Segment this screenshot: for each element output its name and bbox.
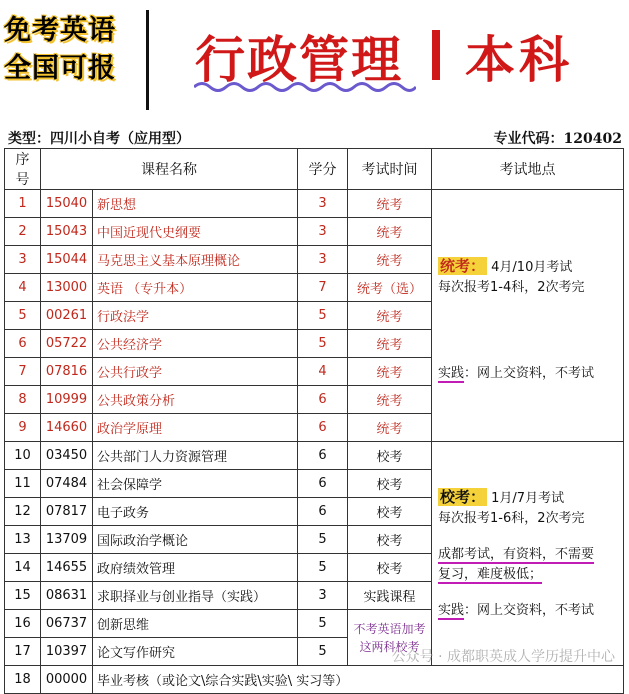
course-name: 政府绩效管理 <box>93 554 298 582</box>
course-code: 14660 <box>41 414 93 442</box>
exam-time: 统考 <box>348 246 432 274</box>
course-credit: 7 <box>298 274 348 302</box>
unified-line1: 4月/10月考试 <box>491 259 573 275</box>
course-code: 14655 <box>41 554 93 582</box>
course-credit: 5 <box>298 526 348 554</box>
course-credit: 3 <box>298 190 348 218</box>
course-code: 03450 <box>41 442 93 470</box>
program-type: 类型：四川小自考（应用型） <box>8 131 190 147</box>
row-no: 11 <box>5 470 41 498</box>
tag-line-1: 免考英语 <box>4 15 116 46</box>
tag-box <box>4 12 140 88</box>
exam-time: 校考 <box>348 498 432 526</box>
header-place: 考试地点 <box>432 149 624 190</box>
page-subtitle: 本科 <box>465 31 573 89</box>
title-separator <box>432 30 440 80</box>
course-code: 15043 <box>41 218 93 246</box>
exam-time: 校考 <box>348 470 432 498</box>
exam-time: 统考 <box>348 330 432 358</box>
course-name: 论文写作研究 <box>93 638 298 666</box>
course-code: 08631 <box>41 582 93 610</box>
course-code: 15040 <box>41 190 93 218</box>
school-practice-rest: ：网上交资料，不考试 <box>464 602 595 618</box>
course-code: 07484 <box>41 470 93 498</box>
school-line3a: 成都考试，有资料，不需要 <box>438 546 595 562</box>
row-no: 17 <box>5 638 41 666</box>
course-credit: 6 <box>298 442 348 470</box>
course-credit: 6 <box>298 470 348 498</box>
meta-line <box>8 128 622 146</box>
row-no: 4 <box>5 274 41 302</box>
page-title: 行政管理 <box>195 31 403 89</box>
row-no: 9 <box>5 414 41 442</box>
course-credit: 5 <box>298 302 348 330</box>
course-credit: 5 <box>298 554 348 582</box>
row-no: 6 <box>5 330 41 358</box>
course-name: 中国近现代史纲要 <box>93 218 298 246</box>
course-credit: 3 <box>298 582 348 610</box>
row-no: 7 <box>5 358 41 386</box>
course-code: 13709 <box>41 526 93 554</box>
extra-exam-note-line2: 这两科校考 <box>359 639 420 654</box>
table-row <box>5 666 624 694</box>
row-no: 12 <box>5 498 41 526</box>
row-no: 14 <box>5 554 41 582</box>
course-name: 英语 （专升本） <box>93 274 298 302</box>
exam-time: 统考 <box>348 190 432 218</box>
course-name: 国际政治学概论 <box>93 526 298 554</box>
course-name: 公共行政学 <box>93 358 298 386</box>
course-credit: 5 <box>298 330 348 358</box>
exam-time: 统考 <box>348 302 432 330</box>
unified-line2: 每次报考1-4科，2次考完 <box>438 279 585 295</box>
exam-time: 校考 <box>348 526 432 554</box>
row-no: 3 <box>5 246 41 274</box>
header-credit: 学分 <box>298 149 348 190</box>
watermark: 公众号 · 成都职英成人学历提升中心 <box>391 649 615 665</box>
course-code: 00261 <box>41 302 93 330</box>
course-name: 毕业考核（或论文\综合实践\实验\ 实习等） <box>93 666 624 694</box>
row-no: 5 <box>5 302 41 330</box>
course-credit: 6 <box>298 386 348 414</box>
table-row <box>5 442 624 470</box>
row-no: 13 <box>5 526 41 554</box>
course-credit: 5 <box>298 638 348 666</box>
course-code: 10999 <box>41 386 93 414</box>
extra-exam-note-line1: 不考英语加考 <box>353 621 426 636</box>
course-code: 10397 <box>41 638 93 666</box>
course-code: 07816 <box>41 358 93 386</box>
school-line2: 每次报考1-6科，2次考完 <box>438 510 585 526</box>
exam-time: 统考 <box>348 218 432 246</box>
header-no: 序号 <box>5 149 41 190</box>
course-credit: 6 <box>298 414 348 442</box>
course-name: 马克思主义基本原理概论 <box>93 246 298 274</box>
row-no: 18 <box>5 666 41 694</box>
row-no: 15 <box>5 582 41 610</box>
course-name: 电子政务 <box>93 498 298 526</box>
course-code: 15044 <box>41 246 93 274</box>
header-time: 考试时间 <box>348 149 432 190</box>
course-credit: 4 <box>298 358 348 386</box>
unified-practice: 实践 <box>438 365 465 381</box>
exam-time: 校考 <box>348 554 432 582</box>
school-line3b: 复习，难度极低； <box>438 566 543 582</box>
exam-time: 统考（选） <box>348 274 432 302</box>
course-name: 公共部门人力资源管理 <box>93 442 298 470</box>
header <box>0 0 629 120</box>
exam-time: 实践课程 <box>348 582 432 610</box>
course-name: 创新思维 <box>93 610 298 638</box>
program-code: 专业代码：120402 <box>493 131 622 147</box>
row-no: 2 <box>5 218 41 246</box>
course-name: 公共经济学 <box>93 330 298 358</box>
school-highlight: 校考： <box>440 487 486 506</box>
row-no: 1 <box>5 190 41 218</box>
vertical-divider <box>146 10 149 110</box>
course-name: 社会保障学 <box>93 470 298 498</box>
row-no: 10 <box>5 442 41 470</box>
course-credit: 5 <box>298 610 348 638</box>
wavy-underline-icon <box>194 80 416 94</box>
row-no: 8 <box>5 386 41 414</box>
course-credit: 6 <box>298 498 348 526</box>
school-line1: 1月/7月考试 <box>491 490 565 506</box>
exam-time: 统考 <box>348 358 432 386</box>
course-credit: 3 <box>298 246 348 274</box>
course-name: 公共政策分析 <box>93 386 298 414</box>
course-name: 求职择业与创业指导（实践） <box>93 582 298 610</box>
exam-time: 统考 <box>348 414 432 442</box>
row-no: 16 <box>5 610 41 638</box>
place-school <box>432 442 624 666</box>
unified-highlight: 统考： <box>440 256 486 275</box>
course-name: 政治学原理 <box>93 414 298 442</box>
header-course: 课程名称 <box>41 149 298 190</box>
exam-time: 统考 <box>348 386 432 414</box>
course-name: 新思想 <box>93 190 298 218</box>
place-unified <box>432 190 624 442</box>
course-code: 00000 <box>41 666 93 694</box>
exam-time: 校考 <box>348 442 432 470</box>
course-name: 行政法学 <box>93 302 298 330</box>
course-credit: 3 <box>298 218 348 246</box>
course-code: 13000 <box>41 274 93 302</box>
course-code: 06737 <box>41 610 93 638</box>
school-practice: 实践 <box>438 602 465 618</box>
course-table <box>4 148 624 694</box>
course-code: 07817 <box>41 498 93 526</box>
tag-line-2: 全国可报 <box>4 53 116 84</box>
course-code: 05722 <box>41 330 93 358</box>
table-header-row <box>5 149 624 190</box>
table-row <box>5 190 624 218</box>
unified-practice-rest: ：网上交资料，不考试 <box>464 365 595 381</box>
